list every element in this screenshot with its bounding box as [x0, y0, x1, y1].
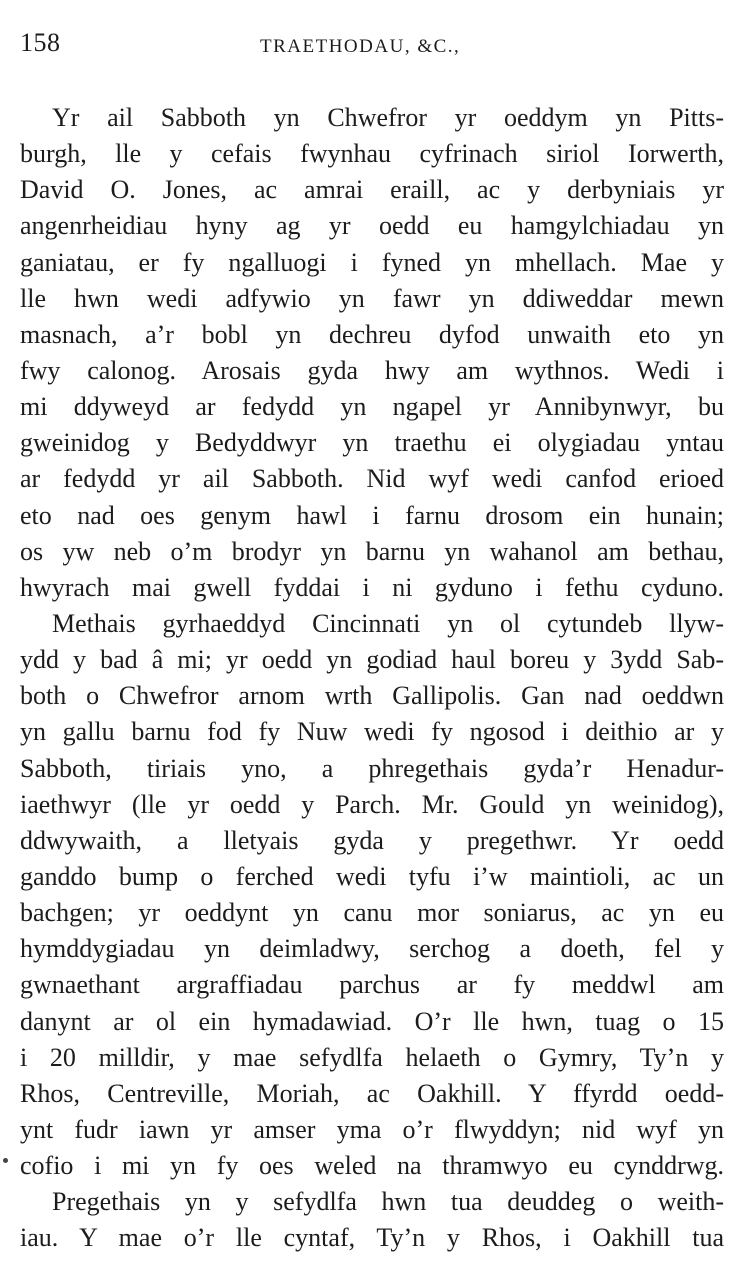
text-line: angenrheidiau hyny ag yr oedd eu hamgylchiadau yn [20, 211, 724, 241]
page-header [20, 28, 728, 68]
text-line: eto nad oes genym hawl i farnu drosom ein hunain; [20, 500, 724, 530]
paragraph [20, 100, 724, 606]
text-line: David O. Jones, ac amrai eraill, ac y derbyniais yr [20, 175, 724, 205]
text-line: ganiatau, er fy ngalluogi i fyned yn mhellach. Mae y [20, 247, 724, 277]
text-line: Pregethais yn y sefydlfa hwn tua deuddeg o weith- [52, 1187, 724, 1217]
text-line: ydd y bad â mi; yr oedd yn godiad haul boreu y 3ydd Sab- [20, 645, 724, 675]
text-line: Rhos, Centreville, Moriah, ac Oakhill. Y ffyrdd oedd- [20, 1078, 724, 1108]
text-line: gwnaethant argraffiadau parchus ar fy meddwl am [20, 970, 724, 1000]
text-line: both o Chwefror arnom wrth Gallipolis. Gan nad oeddwn [20, 681, 724, 711]
ink-speck [3, 1158, 8, 1163]
body-text [20, 100, 724, 1257]
text-line: bachgen; yr oeddynt yn canu mor soniarus, ac yn eu [20, 898, 724, 928]
paragraph [20, 1184, 724, 1256]
text-line: Methais gyrhaeddyd Cincinnati yn ol cytundeb llyw- [52, 608, 724, 638]
text-line: hwyrach mai gwell fyddai i ni gyduno i fethu cyduno. [20, 572, 724, 602]
page-number: 158 [20, 28, 61, 57]
text-line: ddwywaith, a lletyais gyda y pregethwr. Yr oedd [20, 825, 724, 855]
text-line: mi ddyweyd ar fedydd yn ngapel yr Annibynwyr, bu [20, 392, 724, 422]
text-line: iaethwyr (lle yr oedd y Parch. Mr. Gould yn weinidog), [20, 789, 724, 819]
text-line: ganddo bump o ferched wedi tyfu i’w maintioli, ac un [20, 861, 724, 891]
text-line: lle hwn wedi adfywio yn fawr yn ddiweddar mewn [20, 283, 724, 313]
text-line: danynt ar ol ein hymadawiad. O’r lle hwn, tuag o 15 [20, 1006, 724, 1036]
text-line: Yr ail Sabboth yn Chwefror yr oeddym yn Pitts- [52, 103, 724, 132]
text-line: cofio i mi yn fy oes weled na thramwyo eu cynddrwg. [20, 1151, 724, 1181]
text-line: hymddygiadau yn deimladwy, serchog a doeth, fel y [20, 934, 724, 964]
text-line: masnach, a’r bobl yn dechreu dyfod unwaith eto yn [20, 319, 724, 349]
text-line: burgh, lle y cefais fwynhau cyfrinach siriol Iorwerth, [20, 139, 724, 169]
text-line: i 20 milldir, y mae sefydlfa helaeth o Gymry, Ty’n y [20, 1042, 724, 1072]
text-line: iau. Y mae o’r lle cyntaf, Ty’n y Rhos, i Oakhill tua [20, 1223, 724, 1253]
text-line: os yw neb o’m brodyr yn barnu yn wahanol am bethau, [20, 536, 724, 566]
text-line: Sabboth, tiriais yno, a phregethais gyda’r Henadur- [20, 753, 724, 783]
running-head: TRAETHODAU, &C., [260, 36, 461, 57]
text-line: gweinidog y Bedyddwyr yn traethu ei olygiadau yntau [20, 428, 724, 458]
text-line: ar fedydd yr ail Sabboth. Nid wyf wedi canfod erioed [20, 464, 724, 494]
text-line: fwy calonog. Arosais gyda hwy am wythnos. Wedi i [20, 355, 724, 385]
text-line: ynt fudr iawn yr amser yma o’r flwyddyn; nid wyf yn [20, 1114, 724, 1144]
text-line: yn gallu barnu fod fy Nuw wedi fy ngosod i deithio ar y [20, 717, 724, 747]
paragraph [20, 606, 724, 1184]
